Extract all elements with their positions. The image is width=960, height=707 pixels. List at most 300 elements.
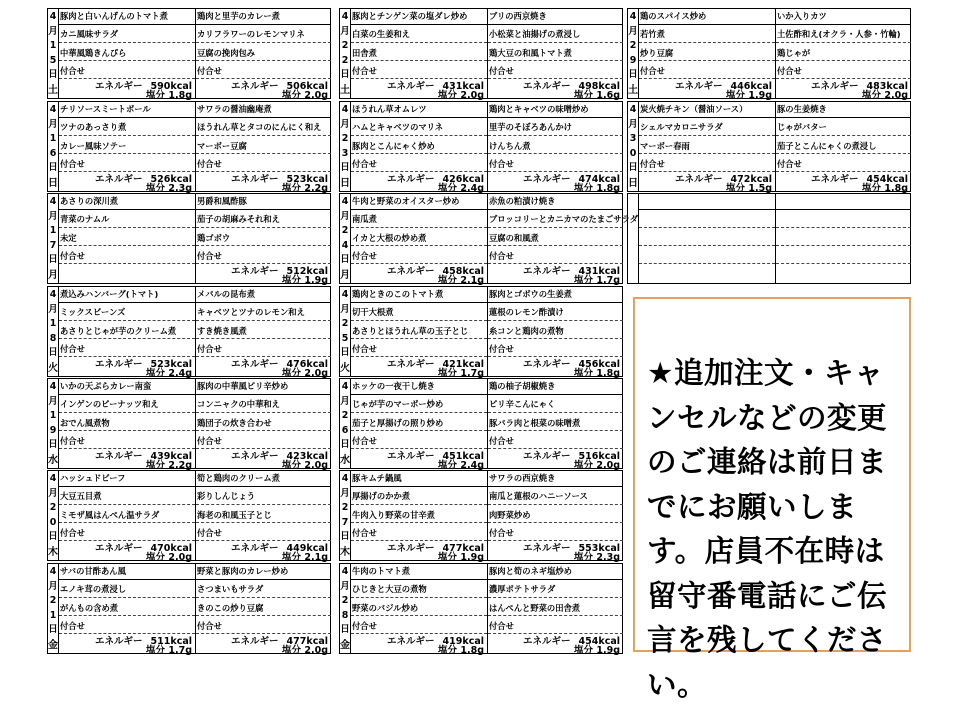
nutrition-info <box>488 267 623 285</box>
date-column <box>48 471 59 560</box>
weekday-label: 火 <box>340 363 350 374</box>
salt-value: 1.9g <box>460 552 484 563</box>
side-dish: じゃが芋のマーボー炒め <box>351 397 487 413</box>
salt-row <box>282 553 328 563</box>
side-dish <box>639 212 775 228</box>
weekday-label: 木 <box>340 547 350 558</box>
side-dish: はんぺんと野菜の田舎煮 <box>488 601 623 617</box>
date-char: 4 <box>49 196 57 207</box>
date-char: 4 <box>49 289 57 300</box>
side-dish: 付合せ <box>351 434 487 450</box>
nutrition-info <box>488 637 623 655</box>
side-dish: 付合せ <box>59 157 195 173</box>
salt-label: 塩分 <box>862 183 882 194</box>
salt-label: 塩分 <box>282 460 302 471</box>
salt-value: 2.4g <box>460 460 484 471</box>
salt-value: 2.0g <box>304 368 328 379</box>
main-dish: ホッケの一夜干し焼き <box>351 379 487 395</box>
date-char: 2 <box>341 225 349 236</box>
day-block <box>47 563 331 654</box>
date-column <box>340 9 351 98</box>
side-dish: ほうれん草とタコのにんにく和え <box>196 120 331 136</box>
side-dish: 付合せ <box>196 64 331 80</box>
side-dish: 付合せ <box>196 619 331 635</box>
salt-row <box>438 91 484 101</box>
salt-value: 2.0g <box>884 90 908 101</box>
side-dish: 付合せ <box>59 249 195 265</box>
salt-row <box>282 276 328 286</box>
date-column <box>340 379 351 468</box>
salt-label: 塩分 <box>438 645 458 656</box>
meal-b <box>488 287 623 379</box>
salt-label: 塩分 <box>146 183 166 194</box>
side-dish: カレー風味ソテー <box>59 139 195 155</box>
side-dish: あさりとほうれん草の玉子とじ <box>351 324 487 340</box>
side-dish: 茄子と厚揚げの照り炒め <box>351 416 487 432</box>
date-char: 0 <box>49 516 57 528</box>
date-char: 日 <box>340 162 350 173</box>
side-dish: すき焼き風煮 <box>196 324 331 340</box>
nutrition-info <box>196 82 331 100</box>
side-dish: ピリ辛こんにゃく <box>488 397 623 413</box>
side-dish: 付合せ <box>488 619 623 635</box>
side-dish: 鶏大豆の和風トマト煮 <box>488 46 623 62</box>
salt-row <box>438 553 484 563</box>
side-dish: ブロッコリーとカニカマのたまごサラダ <box>488 212 623 228</box>
day-block <box>339 286 623 377</box>
meal-b <box>776 9 911 101</box>
date-char: 2 <box>341 595 349 606</box>
energy-value: 477kcal <box>286 636 328 647</box>
salt-label: 塩分 <box>146 90 166 101</box>
main-dish: 鶏肉とキャベツの味噌炒め <box>488 102 623 118</box>
salt-row <box>574 91 620 101</box>
main-dish: 鶏肉と里芋のカレー煮 <box>196 9 331 25</box>
energy-value: 553kcal <box>578 543 620 554</box>
date-char: 2 <box>341 318 349 329</box>
salt-value: 2.1g <box>304 552 328 563</box>
salt-value: 1.6g <box>596 90 620 101</box>
side-dish: 付合せ <box>59 526 195 542</box>
weekday-label: 金 <box>340 640 350 651</box>
nutrition-info <box>488 452 623 470</box>
meal-a <box>639 194 776 283</box>
main-dish: ハッシュドビーフ <box>59 471 195 487</box>
date-char: 月 <box>628 25 638 37</box>
salt-value: 1.8g <box>596 368 620 379</box>
side-dish: 付合せ <box>196 526 331 542</box>
energy-label: エネルギー <box>95 451 143 462</box>
day-block <box>47 8 331 99</box>
salt-row <box>574 646 620 656</box>
salt-value: 2.3g <box>596 552 620 563</box>
energy-label: エネルギー <box>387 543 435 554</box>
day-block <box>627 101 911 192</box>
main-dish: ブリの西京焼き <box>488 9 623 25</box>
date-char: 6 <box>49 147 57 159</box>
side-dish <box>639 249 775 265</box>
date-char: 日 <box>340 254 350 265</box>
date-char: 4 <box>341 11 349 22</box>
date-char: 9 <box>49 424 57 436</box>
date-char: 1 <box>49 609 57 621</box>
nutrition-info <box>196 175 331 193</box>
date-char: 日 <box>340 347 350 358</box>
salt-label: 塩分 <box>574 90 594 101</box>
weekday-label: 日 <box>340 178 350 189</box>
salt-label: 塩分 <box>282 90 302 101</box>
meal-a <box>59 194 196 283</box>
salt-label: 塩分 <box>282 275 302 286</box>
date-char: 1 <box>49 40 57 51</box>
energy-label: エネルギー <box>231 266 279 277</box>
weekday-label: 月 <box>48 270 58 281</box>
side-dish: カニ風味サラダ <box>59 27 195 43</box>
date-column <box>340 102 351 191</box>
energy-label: エネルギー <box>523 543 571 554</box>
date-char: 月 <box>340 118 350 130</box>
energy-value: 446kcal <box>730 81 772 92</box>
salt-value: 2.2g <box>168 460 192 471</box>
side-dish: 付合せ <box>488 342 623 358</box>
date-column <box>628 102 639 191</box>
date-char: 4 <box>341 104 349 115</box>
date-char: 3 <box>629 133 637 144</box>
date-char: 2 <box>341 133 349 144</box>
side-dish: 付合せ <box>488 157 623 173</box>
meal-b <box>196 102 331 194</box>
date-column <box>48 194 59 283</box>
side-dish: 鶏じゃが <box>776 46 911 62</box>
main-dish: 鶏の柚子胡椒焼き <box>488 379 623 395</box>
salt-value: 2.0g <box>596 460 620 471</box>
energy-label: エネルギー <box>387 174 435 185</box>
side-dish: 蓮根のレモン酢漬け <box>488 305 623 321</box>
side-dish: 青菜のナムル <box>59 212 195 228</box>
side-dish: 白菜の生姜和え <box>351 27 487 43</box>
salt-row <box>146 646 192 656</box>
day-block <box>47 470 331 561</box>
energy-value: 426kcal <box>442 174 484 185</box>
date-char: 2 <box>341 410 349 421</box>
weekday-label: 日 <box>628 178 638 189</box>
energy-value: 516kcal <box>578 451 620 462</box>
date-char: 日 <box>340 531 350 542</box>
energy-value: 472kcal <box>730 174 772 185</box>
side-dish: 海老の和風玉子とじ <box>196 508 331 524</box>
energy-value: 454kcal <box>866 174 908 185</box>
side-dish: 付合せ <box>59 434 195 450</box>
meal-a <box>59 564 196 656</box>
weekday-label: 日 <box>48 178 58 189</box>
date-char: 4 <box>341 473 349 484</box>
notice-text: ★追加注文・キャンセルなどの変更のご連絡は前日までにお願いします。店員不在時は留守番電話にご伝言を残してください。 <box>647 356 888 702</box>
salt-label: 塩分 <box>146 460 166 471</box>
main-dish: 豚肉と筍のネギ塩炒め <box>488 564 623 580</box>
nutrition-info <box>488 82 623 100</box>
side-dish: 付合せ <box>59 64 195 80</box>
meal-a <box>351 471 488 563</box>
date-char: 4 <box>49 381 57 392</box>
meal-a <box>351 102 488 194</box>
nutrition-info <box>351 360 487 378</box>
weekday-label: 金 <box>48 640 58 651</box>
day-block <box>339 470 623 561</box>
energy-value: 419kcal <box>442 636 484 647</box>
side-dish: 南瓜煮 <box>351 212 487 228</box>
date-char: 1 <box>49 318 57 329</box>
energy-value: 470kcal <box>150 543 192 554</box>
side-dish: 茄子の胡麻みそれ和え <box>196 212 331 228</box>
energy-label: エネルギー <box>387 359 435 370</box>
side-dish: ミックスビーンズ <box>59 305 195 321</box>
date-char: 2 <box>629 40 637 51</box>
date-column <box>48 287 59 376</box>
nutrition-info <box>488 360 623 378</box>
energy-value: 451kcal <box>442 451 484 462</box>
energy-value: 512kcal <box>286 266 328 277</box>
salt-label: 塩分 <box>574 460 594 471</box>
date-char: 4 <box>341 196 349 207</box>
meal-a <box>351 194 488 286</box>
main-dish: 豚肉と白いんげんのトマト煮 <box>59 9 195 25</box>
main-dish: メバルの昆布煮 <box>196 287 331 303</box>
meal-b <box>488 471 623 563</box>
salt-label: 塩分 <box>282 645 302 656</box>
date-column <box>340 287 351 376</box>
date-column <box>340 471 351 560</box>
date-char: 日 <box>340 69 350 80</box>
date-char: 月 <box>340 303 350 315</box>
side-dish: さつまいもサラダ <box>196 582 331 598</box>
side-dish: 肉野菜炒め <box>488 508 623 524</box>
energy-value: 431kcal <box>442 81 484 92</box>
day-block <box>47 286 331 377</box>
day-block <box>627 193 911 284</box>
energy-label: エネルギー <box>95 359 143 370</box>
day-block <box>339 563 623 654</box>
side-dish: 豚肉とこんにゃく炒め <box>351 139 487 155</box>
date-char: 4 <box>341 239 349 251</box>
nutrition-info <box>639 82 775 100</box>
date-char: 月 <box>48 118 58 130</box>
energy-value: 476kcal <box>286 359 328 370</box>
salt-value: 2.0g <box>304 90 328 101</box>
side-dish: 付合せ <box>488 526 623 542</box>
main-dish: 豚肉の中華風ピリ辛炒め <box>196 379 331 395</box>
energy-label: エネルギー <box>95 174 143 185</box>
nutrition-info <box>488 175 623 193</box>
date-char: 日 <box>340 624 350 635</box>
nutrition-info <box>196 360 331 378</box>
main-dish: サワラの醤油幽庵煮 <box>196 102 331 118</box>
energy-value: 498kcal <box>578 81 620 92</box>
nutrition-info <box>488 544 623 562</box>
date-char: 4 <box>629 11 637 22</box>
salt-label: 塩分 <box>574 183 594 194</box>
main-dish: 豚の生姜焼き <box>776 102 911 118</box>
date-column <box>48 564 59 653</box>
salt-value: 2.2g <box>304 183 328 194</box>
salt-value: 1.7g <box>596 275 620 286</box>
main-dish <box>776 194 911 210</box>
side-dish: 鶏団子の炊き合わせ <box>196 416 331 432</box>
energy-label: エネルギー <box>231 543 279 554</box>
salt-label: 塩分 <box>146 645 166 656</box>
date-column <box>48 102 59 191</box>
side-dish: 炒り豆腐 <box>639 46 775 62</box>
nutrition-info <box>351 267 487 285</box>
side-dish: 土佐酢和え(オクラ・人参・竹輪) <box>776 27 911 43</box>
date-char: 5 <box>341 332 349 344</box>
energy-label: エネルギー <box>387 636 435 647</box>
main-dish: いか入りカツ <box>776 9 911 25</box>
meal-b <box>196 471 331 563</box>
side-dish: 付合せ <box>351 619 487 635</box>
energy-value: 474kcal <box>578 174 620 185</box>
weekday-label: 土 <box>48 85 58 96</box>
meal-b <box>488 194 639 286</box>
nutrition-info <box>351 82 487 100</box>
salt-value: 1.9g <box>596 645 620 656</box>
date-char: 1 <box>49 133 57 144</box>
day-block <box>339 378 623 469</box>
energy-label: エネルギー <box>387 81 435 92</box>
salt-row <box>574 553 620 563</box>
meal-a <box>59 102 196 194</box>
energy-value: 423kcal <box>286 451 328 462</box>
date-char: 4 <box>341 381 349 392</box>
date-char: 2 <box>341 502 349 513</box>
side-dish: 付合せ <box>196 249 331 265</box>
date-char: 月 <box>48 580 58 592</box>
main-dish: 豚肉とゴボウの生姜煮 <box>488 287 623 303</box>
nutrition-info <box>59 452 195 470</box>
side-dish: 付合せ <box>351 249 487 265</box>
side-dish: 付合せ <box>488 434 623 450</box>
date-column <box>340 564 351 653</box>
energy-label: エネルギー <box>523 451 571 462</box>
salt-label: 塩分 <box>438 460 458 471</box>
side-dish: じゃがバター <box>776 120 911 136</box>
energy-value: 477kcal <box>442 543 484 554</box>
meal-a <box>59 471 196 563</box>
date-column <box>48 379 59 468</box>
side-dish: 付合せ <box>196 342 331 358</box>
salt-row <box>282 91 328 101</box>
side-dish <box>639 231 775 247</box>
energy-label: エネルギー <box>675 174 723 185</box>
side-dish: 付合せ <box>59 619 195 635</box>
main-dish: 牛肉と野菜のオイスター炒め <box>351 194 487 210</box>
meal-b <box>196 194 331 286</box>
salt-label: 塩分 <box>438 183 458 194</box>
side-dish: 南瓜と蓮根のハニーソース <box>488 489 623 505</box>
nutrition-info <box>196 267 331 285</box>
date-char: 日 <box>48 69 58 80</box>
side-dish: 付合せ <box>776 64 911 80</box>
energy-label: エネルギー <box>231 451 279 462</box>
salt-value: 1.8g <box>884 183 908 194</box>
meal-b <box>196 564 331 656</box>
notice-box <box>633 297 911 702</box>
meal-a <box>59 287 196 379</box>
salt-row <box>438 276 484 286</box>
side-dish: シェルマカロニサラダ <box>639 120 775 136</box>
main-dish: あさりの深川煮 <box>59 194 195 210</box>
energy-label: エネルギー <box>231 174 279 185</box>
salt-value: 2.0g <box>168 552 192 563</box>
nutrition-info <box>776 175 911 193</box>
date-char: 4 <box>341 566 349 577</box>
date-char: 5 <box>49 54 57 66</box>
date-char: 月 <box>340 487 350 499</box>
date-char: 4 <box>341 289 349 300</box>
date-char: 日 <box>628 162 638 173</box>
nutrition-info <box>59 637 195 655</box>
date-column <box>340 194 351 283</box>
nutrition-info <box>59 544 195 562</box>
side-dish: 豚バラ肉と根菜の味噌煮 <box>488 416 623 432</box>
salt-value: 1.9g <box>304 275 328 286</box>
date-char: 4 <box>49 11 57 22</box>
side-dish: 付合せ <box>488 64 623 80</box>
date-char: 日 <box>48 162 58 173</box>
energy-label: エネルギー <box>523 174 571 185</box>
side-dish: 糸コンと鶏肉の煮物 <box>488 324 623 340</box>
main-dish: 豚肉とチンゲン菜の塩ダレ炒め <box>351 9 487 25</box>
salt-row <box>282 646 328 656</box>
salt-value: 1.9g <box>748 90 772 101</box>
day-block <box>47 193 331 284</box>
date-char: 日 <box>48 439 58 450</box>
date-char: 月 <box>48 487 58 499</box>
salt-label: 塩分 <box>146 368 166 379</box>
side-dish: 小松菜と油揚げの煮浸し <box>488 27 623 43</box>
salt-label: 塩分 <box>574 645 594 656</box>
date-char: 日 <box>48 347 58 358</box>
date-column <box>628 9 639 98</box>
nutrition-info <box>59 82 195 100</box>
nutrition-info <box>639 175 775 193</box>
meal-b <box>196 379 331 471</box>
nutrition-info <box>351 452 487 470</box>
energy-value: 454kcal <box>578 636 620 647</box>
nutrition-info <box>776 82 911 100</box>
energy-value: 511kcal <box>150 636 192 647</box>
energy-value: 439kcal <box>150 451 192 462</box>
energy-label: エネルギー <box>675 81 723 92</box>
main-dish: 鶏のスパイス炒め <box>639 9 775 25</box>
side-dish: おでん風煮物 <box>59 416 195 432</box>
date-char: 9 <box>629 54 637 66</box>
date-char: 月 <box>340 580 350 592</box>
salt-label: 塩分 <box>146 552 166 563</box>
energy-label: エネルギー <box>523 636 571 647</box>
date-char: 3 <box>341 147 349 159</box>
day-block <box>339 101 623 192</box>
date-char: 8 <box>341 609 349 621</box>
energy-label: エネルギー <box>387 451 435 462</box>
energy-label: エネルギー <box>95 543 143 554</box>
main-dish: 筍と鶏肉のクリーム煮 <box>196 471 331 487</box>
date-char: 4 <box>49 104 57 115</box>
energy-value: 523kcal <box>286 174 328 185</box>
side-dish: 付合せ <box>351 157 487 173</box>
side-dish: 豆腐の和風煮 <box>488 231 623 247</box>
side-dish: マーボー春雨 <box>639 139 775 155</box>
side-dish: あさりとじゃが芋のクリーム煮 <box>59 324 195 340</box>
